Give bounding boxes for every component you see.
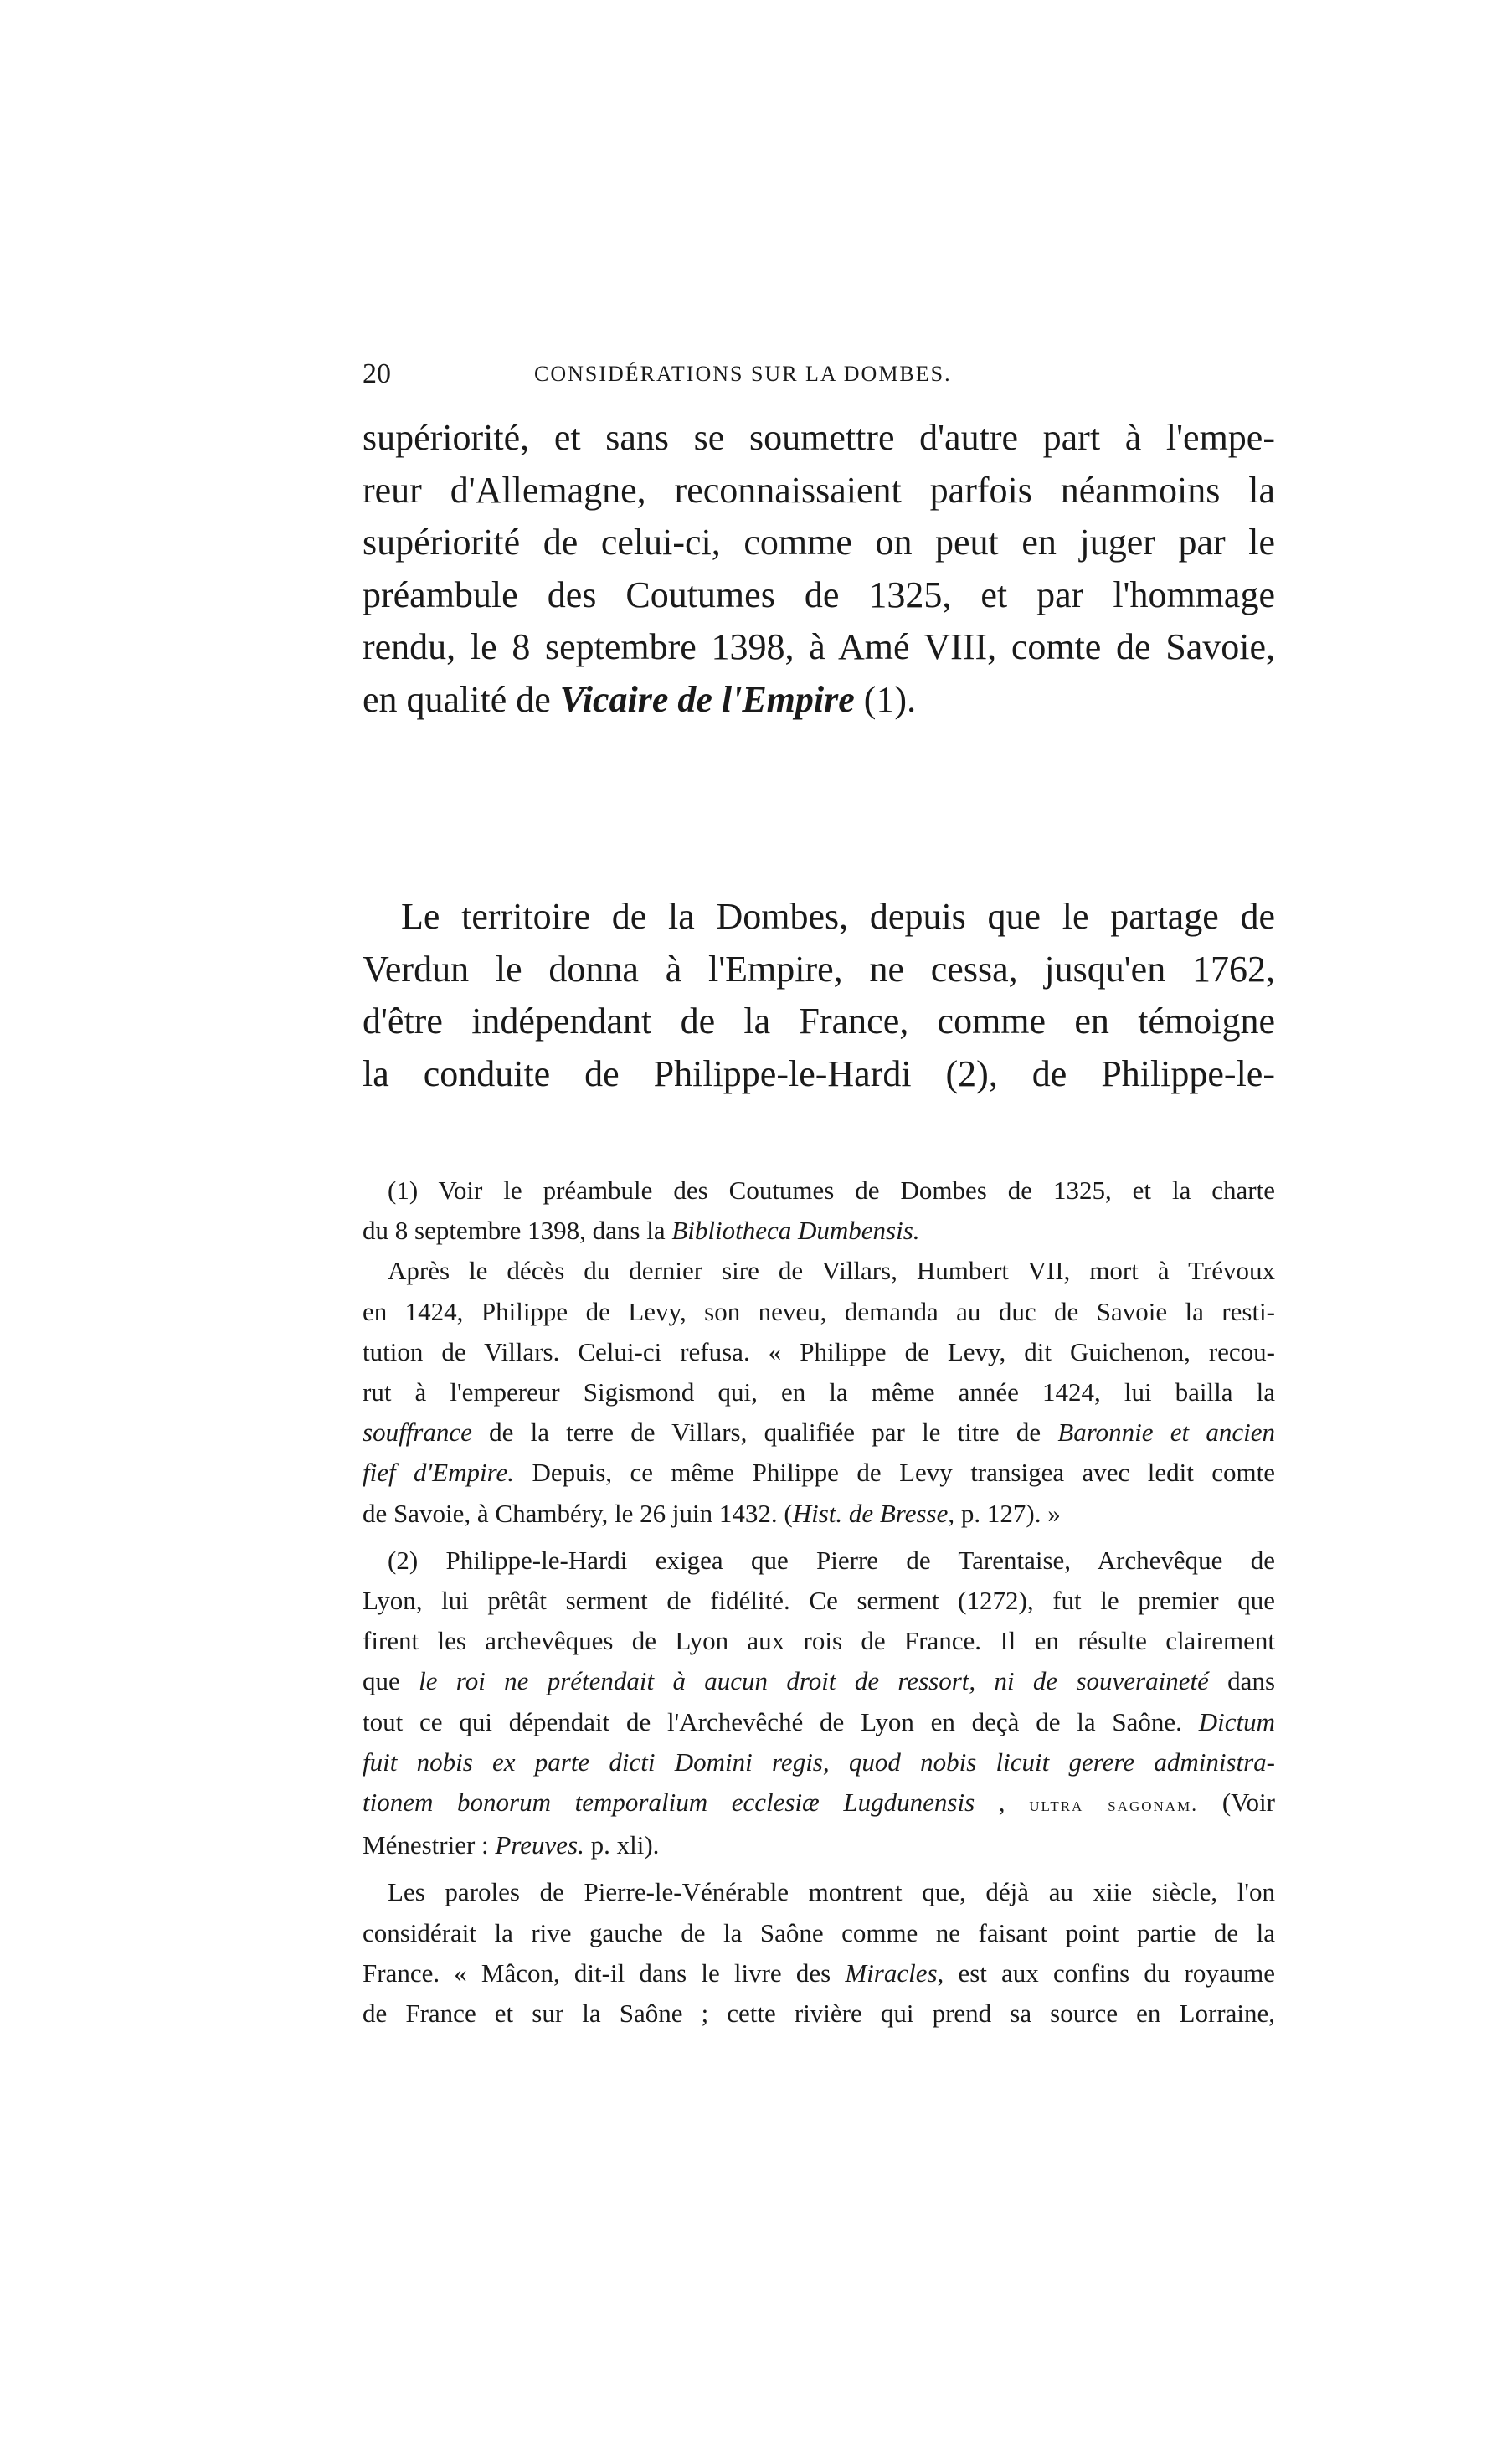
footnote-line: firent les archevêques de Lyon aux rois de France. Il en résulte clairement [363, 1626, 1275, 1656]
latin-quote-line: fuit nobis ex parte dicti Domini regis, quod nobis licuit gerere administra- [363, 1747, 1275, 1777]
footnote-line: Les paroles de Pierre-le-Vénérable montrent que, déjà au xiie siècle, l'on [388, 1877, 1275, 1907]
footnote-line [363, 1453, 1275, 1493]
footnote-line: Lyon, lui prêtât serment de fidélité. Ce serment (1272), fut le premier que [363, 1586, 1275, 1616]
footnote-line [363, 1661, 1275, 1701]
text-run: Depuis, ce même Philippe de Levy transigea avec ledit comte [514, 1458, 1276, 1488]
paragraph-line: préambule des Coutumes de 1325, et par l'hommage [363, 574, 1275, 615]
paragraph-line: la conduite de Philippe-le-Hardi (2), de Philippe-le- [363, 1052, 1275, 1094]
italic-term: souffrance [363, 1417, 472, 1448]
footnote-line [363, 1412, 1275, 1453]
small-caps-phrase: ultra sagonam. [1029, 1794, 1199, 1817]
running-head [363, 358, 1242, 400]
paragraph-2 [363, 891, 1275, 1100]
text-run: que [363, 1666, 419, 1696]
paragraph-line [363, 674, 1275, 727]
footnote-line [363, 1783, 1275, 1825]
footnote-line: Après le décès du dernier sire de Villars, Humbert VII, mort à Trévoux [388, 1256, 1275, 1286]
page-number: 20 [363, 358, 391, 389]
footnote-line: de France et sur la Saône ; cette rivière qui prend sa source en Lorraine, [363, 1999, 1275, 2029]
running-title: CONSIDÉRATIONS SUR LA DOMBES. [534, 362, 952, 386]
citation-title: Hist. de Bresse [792, 1498, 949, 1528]
text-run: de Savoie, à Chambéry, le 26 juin 1432. ( [363, 1498, 793, 1528]
paragraph-line: supériorité de celui-ci, comme on peut en juger par le [363, 522, 1275, 563]
italic-phrase: le roi ne prétendait à aucun droit de ressort, ni de souveraineté [419, 1666, 1209, 1696]
latin-quote: Dictum [1198, 1706, 1275, 1736]
footnote-line: rut à l'empereur Sigismond qui, en la même année 1424, lui bailla la [363, 1377, 1275, 1407]
italic-term: Baronnie et ancien [1057, 1417, 1275, 1448]
text-run: en qualité de [363, 678, 560, 720]
paragraph-line: reur d'Allemagne, reconnaissaient parfois néanmoins la [363, 469, 1275, 511]
text-run: dans [1208, 1666, 1276, 1696]
citation-title: Preuves. [495, 1830, 584, 1860]
emphasis-vicaire: Vicaire de l'Empire [559, 678, 855, 720]
footnote-line [363, 1825, 1275, 1865]
footnote-3 [363, 1872, 1275, 2034]
footnote-line: en 1424, Philippe de Levy, son neveu, demanda au duc de Savoie la resti- [363, 1296, 1275, 1326]
footnote-line [363, 1953, 1275, 1993]
paragraph-1 [363, 412, 1275, 726]
text-run: , est aux confins du royaume [937, 1957, 1275, 1988]
text-run: Ménestrier : [363, 1830, 496, 1860]
footnote-line: (2) Philippe-le-Hardi exigea que Pierre de Tarentaise, Archevêque de [388, 1545, 1275, 1575]
footnote-line: (1) Voir le préambule des Coutumes de Dombes de 1325, et la charte [388, 1175, 1275, 1205]
footnote-line [363, 1211, 1275, 1251]
citation-title: Bibliotheca Dumbensis. [671, 1216, 920, 1246]
text-run: France. « Mâcon, dit-il dans le livre des [363, 1957, 846, 1988]
text-run: , [975, 1788, 1030, 1818]
citation-title: Miracles [845, 1957, 938, 1988]
footnotes [363, 1170, 1275, 2040]
text-run: , p. 127). » [948, 1498, 1061, 1528]
footnote-line: considérait la rive gauche de la Saône comme ne faisant point partie de la [363, 1917, 1275, 1947]
footnote-2 [363, 1541, 1275, 1866]
footnote-ref-1: (1). [854, 678, 917, 720]
paragraph-line: supériorité, et sans se soumettre d'autre part à l'empe- [363, 417, 1275, 458]
footnote-line [363, 1494, 1275, 1534]
footnote-line: tution de Villars. Celui-ci refusa. « Philippe de Levy, dit Guichenon, recou- [363, 1336, 1275, 1366]
text-run: de la terre de Villars, qualifiée par le titre de [471, 1417, 1058, 1448]
paragraph-line: d'être indépendant de la France, comme en témoigne [363, 1001, 1275, 1042]
text-run: tout ce qui dépendait de l'Archevêché de Lyon en deçà de la Saône. [363, 1706, 1199, 1736]
footnote-1 [363, 1170, 1275, 1534]
text-run: p. xli). [584, 1830, 660, 1860]
footnote-line [363, 1702, 1275, 1742]
paragraph-line: Le territoire de la Dombes, depuis que le partage de [401, 896, 1275, 937]
text-run: du 8 septembre 1398, dans la [363, 1216, 672, 1246]
paragraph-line: Verdun le donna à l'Empire, ne cessa, jusqu'en 1762, [363, 948, 1275, 990]
italic-term: fief d'Empire. [363, 1458, 515, 1488]
paragraph-line: rendu, le 8 septembre 1398, à Amé VIII, comte de Savoie, [363, 626, 1275, 667]
latin-quote: tionem bonorum temporalium ecclesiæ Lugdunensis [363, 1788, 975, 1818]
text-run: (Voir [1198, 1788, 1275, 1818]
